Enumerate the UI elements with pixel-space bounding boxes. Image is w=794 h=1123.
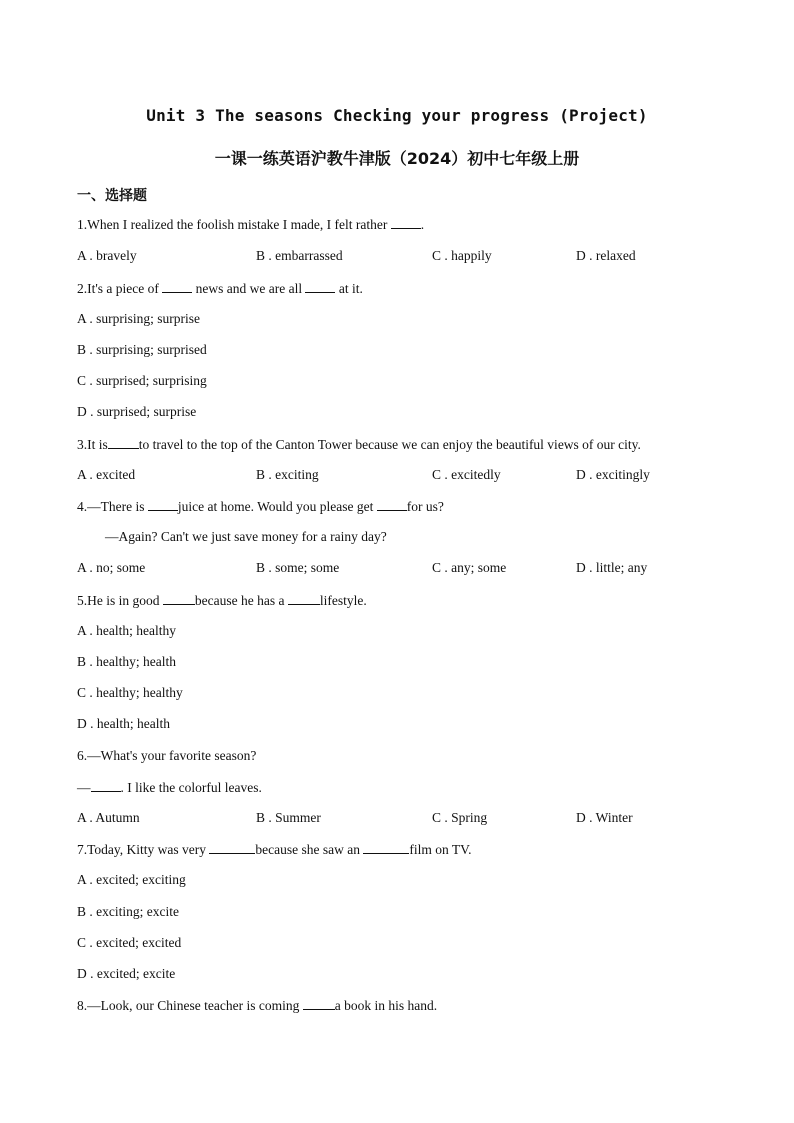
question-5-option-c[interactable]: C . healthy; healthy	[77, 685, 183, 700]
question-6-option-b[interactable]: B . Summer	[256, 810, 321, 825]
answer-blank	[305, 280, 335, 293]
answer-blank	[377, 498, 407, 511]
document-title-chinese: 一课一练英语沪教牛津版（2024）初中七年级上册	[214, 149, 580, 168]
question-3-option-a[interactable]: A . excited	[77, 467, 136, 482]
question-2-stem: 2.It's a piece of news and we are all at it.	[77, 281, 363, 296]
question-3-option-b[interactable]: B . exciting	[256, 467, 319, 482]
answer-blank	[391, 216, 421, 229]
question-5-option-a[interactable]: A . health; healthy	[77, 623, 176, 638]
answer-blank	[108, 436, 139, 449]
question-1-stem: 1.When I realized the foolish mistake I made, I felt rather .	[77, 217, 425, 232]
question-2-option-b[interactable]: B . surprising; surprised	[77, 342, 207, 357]
question-6-stem-reply: — . I like the colorful leaves.	[77, 780, 262, 795]
question-7-option-a[interactable]: A . excited; exciting	[77, 872, 186, 887]
question-4-stem: 4.—There is juice at home. Would you please get for us?	[77, 499, 444, 514]
question-4-option-a[interactable]: A . no; some	[77, 560, 146, 575]
answer-blank	[303, 997, 335, 1010]
document-title-english: Unit 3 The seasons Checking your progress (Project)	[146, 106, 648, 125]
question-1-option-c[interactable]: C . happily	[432, 248, 492, 263]
question-4-option-b[interactable]: B . some; some	[256, 560, 340, 575]
question-3-option-d[interactable]: D . excitingly	[576, 467, 650, 482]
question-2-option-d[interactable]: D . surprised; surprise	[77, 404, 197, 419]
question-1-option-d[interactable]: D . relaxed	[576, 248, 636, 263]
question-4-option-d[interactable]: D . little; any	[576, 560, 648, 575]
question-2-option-a[interactable]: A . surprising; surprise	[77, 311, 200, 326]
question-4-stem-reply: —Again? Can't we just save money for a rainy day?	[105, 529, 387, 544]
question-5-option-d[interactable]: D . health; health	[77, 716, 170, 731]
answer-blank	[91, 779, 121, 792]
question-8-stem: 8.—Look, our Chinese teacher is coming a book in his hand.	[77, 998, 438, 1013]
answer-blank	[288, 592, 320, 605]
question-1-option-a[interactable]: A . bravely	[77, 248, 137, 263]
question-3-option-c[interactable]: C . excitedly	[432, 467, 501, 482]
question-7-option-c[interactable]: C . excited; excited	[77, 935, 182, 950]
question-2-option-c[interactable]: C . surprised; surprising	[77, 373, 207, 388]
question-5-stem: 5.He is in good because he has a lifestyle.	[77, 593, 367, 608]
question-7-option-b[interactable]: B . exciting; excite	[77, 904, 179, 919]
section-heading: 一、选择题	[77, 188, 147, 204]
answer-blank	[209, 841, 255, 854]
question-5-option-b[interactable]: B . healthy; health	[77, 654, 176, 669]
answer-blank	[162, 280, 192, 293]
question-6-option-d[interactable]: D . Winter	[576, 810, 633, 825]
question-7-option-d[interactable]: D . excited; excite	[77, 966, 176, 981]
question-4-option-c[interactable]: C . any; some	[432, 560, 507, 575]
answer-blank	[363, 841, 409, 854]
answer-blank	[163, 592, 195, 605]
answer-blank	[148, 498, 178, 511]
question-1-option-b[interactable]: B . embarrassed	[256, 248, 343, 263]
question-6-option-a[interactable]: A . Autumn	[77, 810, 140, 825]
question-6-option-c[interactable]: C . Spring	[432, 810, 488, 825]
question-7-stem: 7.Today, Kitty was very because she saw an film on TV.	[77, 842, 472, 857]
question-6-stem: 6.—What's your favorite season?	[77, 748, 257, 763]
question-3-stem: 3.It is to travel to the top of the Canton Tower because we can enjoy the beautiful views of our city.	[77, 437, 641, 452]
